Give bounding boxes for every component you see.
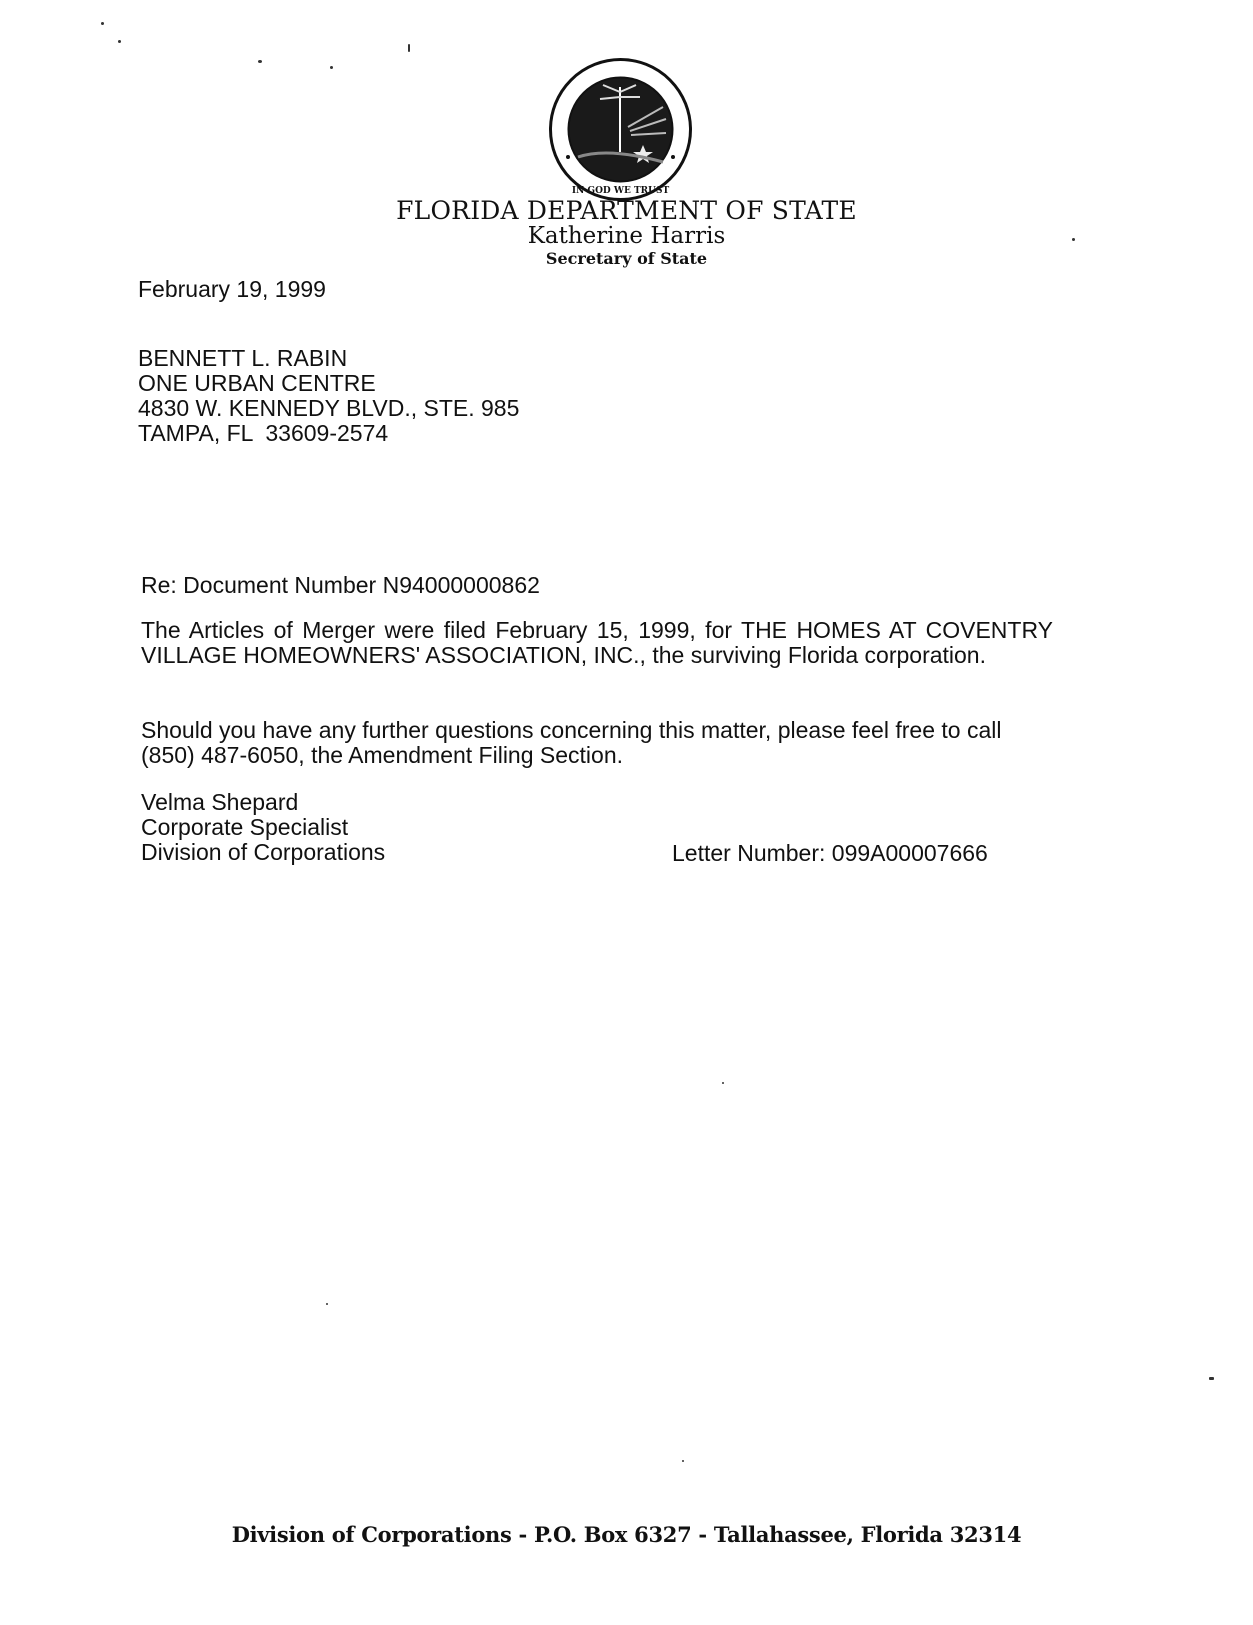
recipient-line-2: ONE URBAN CENTRE [138,370,376,396]
reference-line: Re: Document Number N94000000862 [141,572,540,598]
scan-speck [682,1460,684,1462]
signer-name: Velma Shepard [141,789,299,815]
official-name: Katherine Harris [527,223,726,249]
letter-number: Letter Number: 099A00007666 [672,840,988,866]
signer-title: Corporate Specialist [141,814,349,840]
footer-address: Division of Corporations - P.O. Box 6327 - Tallahassee, Florida 32314 [231,1522,1022,1547]
letter-date: February 19, 1999 [138,276,326,302]
scan-speck [258,60,262,63]
scan-speck [722,1082,724,1084]
body-paragraph-1: The Articles of Merger were filed February 15, 1999, for THE HOMES AT COVENTRY VILLAGE HOMEOWNERS' ASSOCIATION, INC., the surviving Florida corporation. [141,617,1053,668]
recipient-address [138,346,519,446]
scan-speck [408,44,410,52]
scan-speck [326,1303,328,1305]
svg-text:IN GOD WE TRUST: IN GOD WE TRUST [571,186,670,196]
scan-speck [330,66,333,69]
florida-seal-icon [548,57,693,202]
scan-speck [118,40,121,43]
scan-speck [1209,1377,1214,1380]
body-paragraph-2: Should you have any further questions concerning this matter, please feel free to call (850) 487-6050, the Amendment Filing Section. [141,717,1002,768]
signature-block [141,790,385,865]
department-name: FLORIDA DEPARTMENT OF STATE [396,196,857,225]
recipient-name: BENNETT L. RABIN [138,345,348,371]
official-title: Secretary of State [545,249,708,268]
scan-speck [101,22,104,25]
scan-speck [1072,238,1075,241]
signer-division: Division of Corporations [141,839,386,865]
recipient-line-3: 4830 W. KENNEDY BLVD., STE. 985 [138,395,520,421]
recipient-line-4: TAMPA, FL 33609-2574 [138,420,389,446]
